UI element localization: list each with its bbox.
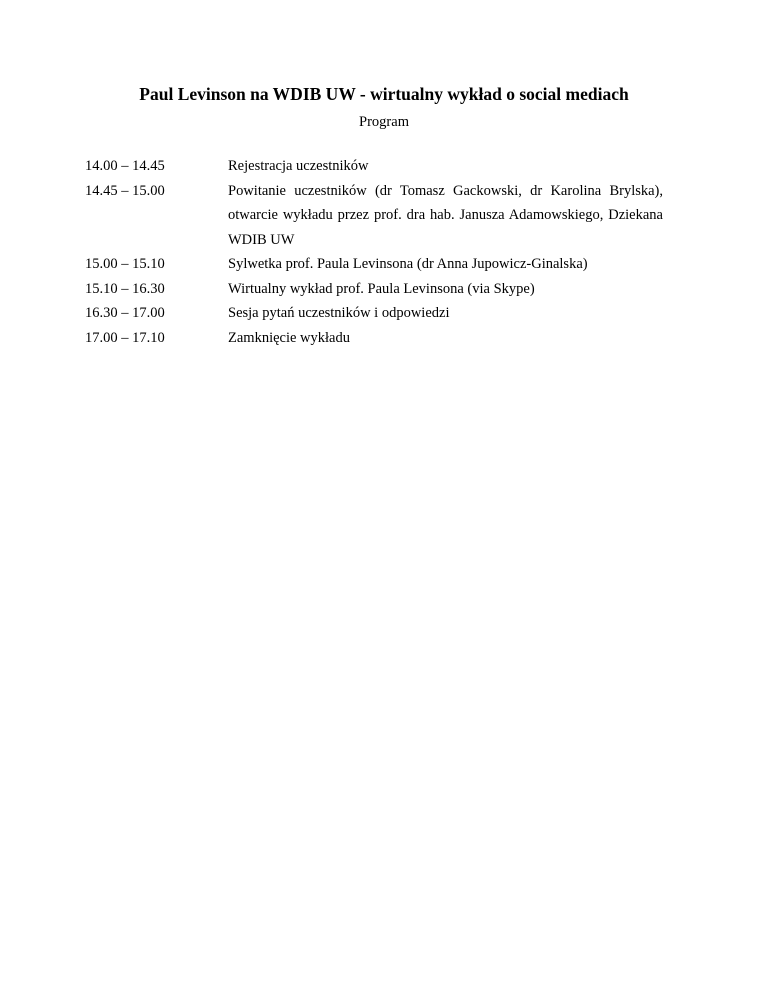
schedule-description: Rejestracja uczestników xyxy=(228,158,369,174)
schedule-description: Powitanie uczestników (dr Tomasz Gackowski, dr Karolina Brylska), otwarcie wykładu przez prof. dra hab. Janusza Adamowskiego, Dziekana WDIB UW xyxy=(228,182,663,248)
schedule-row xyxy=(85,277,663,302)
schedule-row xyxy=(85,252,663,277)
schedule-description: Zamknięcie wykładu xyxy=(228,329,350,346)
schedule-time: 16.30 – 17.00 xyxy=(85,305,165,321)
schedule-row xyxy=(85,326,663,351)
schedule-description: Wirtualny wykład prof. Paula Levinsona (via Skype) xyxy=(228,280,535,297)
schedule-time: 14.45 – 15.00 xyxy=(85,182,165,199)
schedule-description: Sesja pytań uczestników i odpowiedzi xyxy=(228,305,450,321)
page-title: Paul Levinson na WDIB UW - wirtualny wykład o social mediach xyxy=(139,84,629,104)
schedule-time: 17.00 – 17.10 xyxy=(85,329,165,346)
page-subtitle: Program xyxy=(359,114,409,130)
schedule-time: 14.00 – 14.45 xyxy=(85,158,165,174)
schedule-row xyxy=(85,301,663,326)
schedule-table xyxy=(85,154,663,350)
schedule-time: 15.00 – 15.10 xyxy=(85,256,165,272)
schedule-description: Sylwetka prof. Paula Levinsona (dr Anna Jupowicz-Ginalska) xyxy=(228,256,588,272)
schedule-row xyxy=(85,179,663,253)
schedule-row xyxy=(85,154,663,179)
schedule-time: 15.10 – 16.30 xyxy=(85,280,165,297)
